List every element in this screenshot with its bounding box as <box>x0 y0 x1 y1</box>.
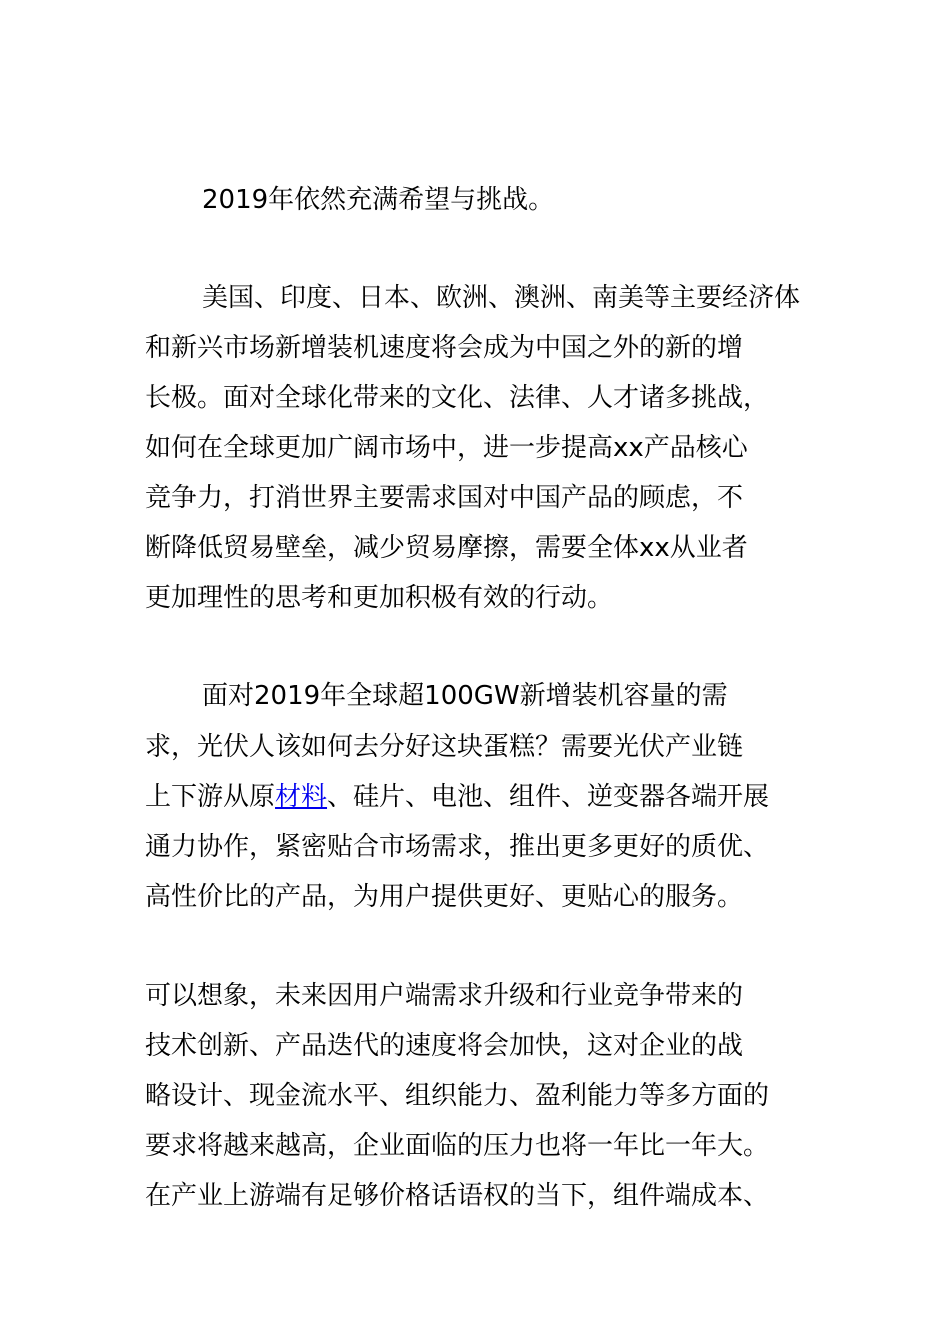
paragraph-2-line-2: 和新兴市场新增装机速度将会成为中国之外的新的增 <box>145 333 744 363</box>
materials-link[interactable]: 材料 <box>275 782 328 812</box>
paragraph-2-line-5: 竞争力，打消世界主要需求国对中国产品的顾虑，不 <box>145 483 744 513</box>
paragraph-2-line-4: 如何在全球更加广阔市场中，进一步提高xx产品核心 <box>145 433 748 463</box>
paragraph-4-line-2: 技术创新、产品迭代的速度将会加快，这对企业的战 <box>145 1031 744 1061</box>
paragraph-4-line-1: 可以想象，未来因用户端需求升级和行业竞争带来的 <box>145 981 744 1011</box>
paragraph-2-line-6: 断降低贸易壁垒，减少贸易摩擦，需要全体xx从业者 <box>145 533 748 563</box>
paragraph-3-line-3-after: 、硅片、电池、组件、逆变器各端开展 <box>327 782 770 812</box>
paragraph-2-line-7: 更加理性的思考和更加积极有效的行动。 <box>145 583 614 613</box>
paragraph-2-line-1: 美国、印度、日本、欧洲、澳洲、南美等主要经济体 <box>202 283 801 313</box>
paragraph-3-line-5: 高性价比的产品，为用户提供更好、更贴心的服务。 <box>145 882 744 912</box>
paragraph-4-line-4: 要求将越来越高，企业面临的压力也将一年比一年大。 <box>145 1131 770 1161</box>
paragraph-4-line-3: 略设计、现金流水平、组织能力、盈利能力等多方面的 <box>145 1081 770 1111</box>
paragraph-3-line-3-before: 上下游从原 <box>145 782 276 812</box>
paragraph-1-line-1: 2019年依然充满希望与挑战。 <box>202 185 555 215</box>
paragraph-3-line-2: 求，光伏人该如何去分好这块蛋糕？需要光伏产业链 <box>145 732 744 762</box>
paragraph-3-line-3 <box>145 780 769 814</box>
paragraph-2-line-3: 长极。面对全球化带来的文化、法律、人才诸多挑战， <box>145 383 770 413</box>
paragraph-4-line-5: 在产业上游端有足够价格话语权的当下，组件端成本、 <box>145 1181 770 1211</box>
paragraph-3-line-4: 通力协作，紧密贴合市场需求，推出更多更好的质优、 <box>145 832 770 862</box>
paragraph-3-line-1: 面对2019年全球超100GW新增装机容量的需 <box>202 681 728 711</box>
